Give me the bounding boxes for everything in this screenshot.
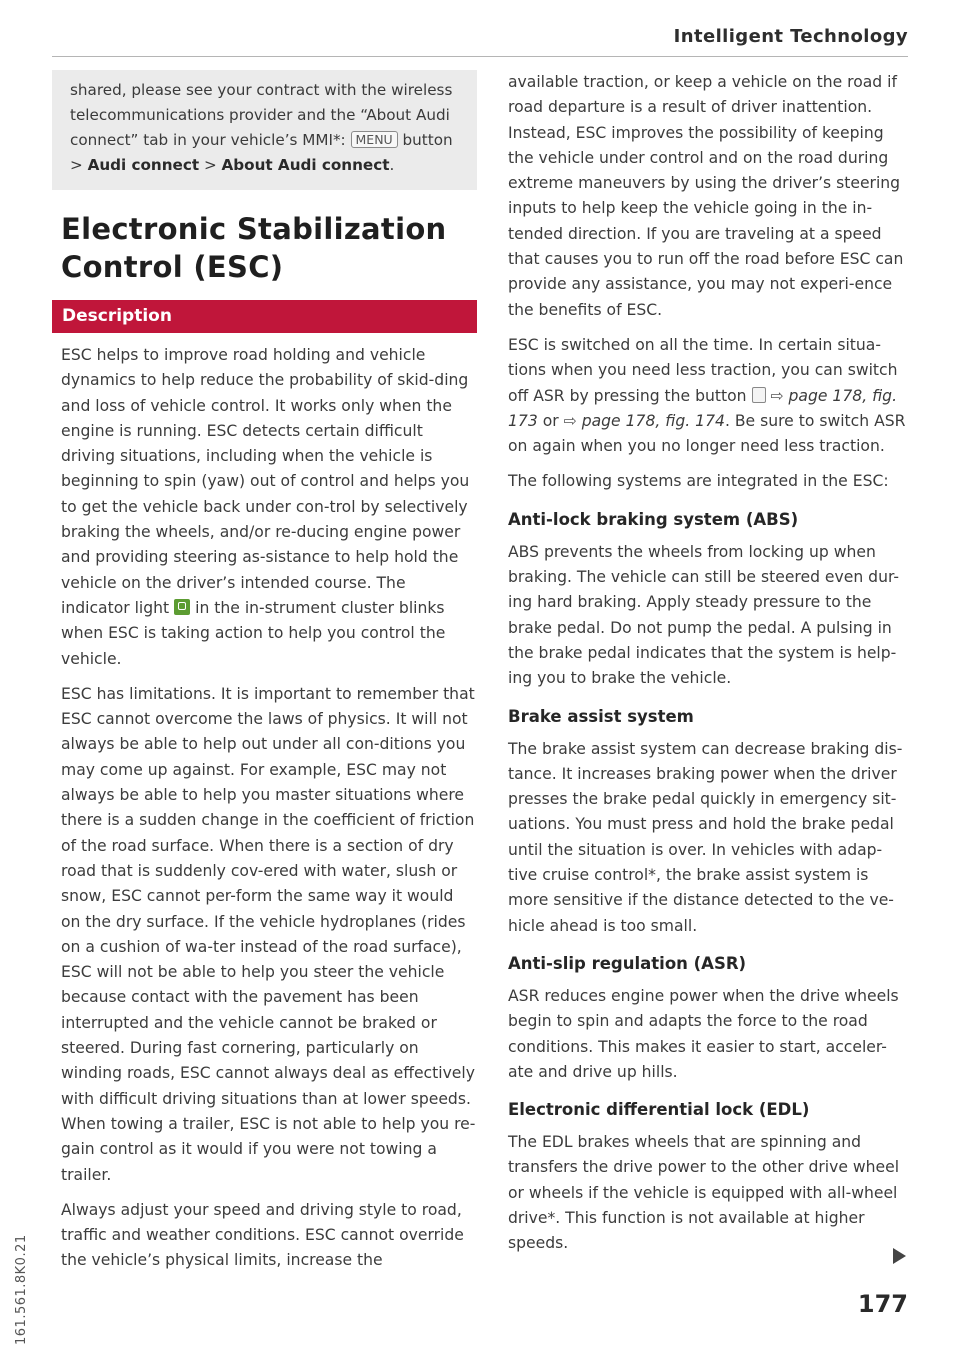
heading-edl: Electronic differential lock (EDL) <box>508 1100 810 1120</box>
paragraph-integrated-systems: The following systems are integrated in the ESC: <box>508 472 889 491</box>
heading-abs: Anti-lock braking system (ABS) <box>508 509 799 529</box>
menu-key-icon: MENU <box>351 131 398 148</box>
esc-indicator-light-icon <box>174 599 190 615</box>
note-text-button: button > <box>70 131 453 174</box>
arrow-icon: ⇨ <box>563 411 577 430</box>
page-reference-link[interactable]: page 178, fig. 173 <box>508 386 898 430</box>
paragraph-adjust-speed: Always adjust your speed and driving style to road, traffic and weather conditions. ESC cannot override the vehicle’s physical limits, increase the <box>61 1200 464 1270</box>
paragraph-abs: ABS prevents the wheels from locking up when braking. The vehicle can still be steered even dur-ing hard braking. Apply steady pressure to the brake pedal. Do not pump the pedal. A pulsing in the brake pedal indicates that the system is help-ing you to brake the vehicle. <box>508 542 900 688</box>
description-heading: Description <box>52 300 477 333</box>
paragraph-text: . Be sure to switch ASR on again when you no longer need less traction. <box>508 411 906 456</box>
paragraph-edl: The EDL brakes wheels that are spinning and transfers the drive power to the other drive wheel or wheels if the vehicle is equipped with all-wheel drive*. This function is not available at higher speeds. <box>508 1133 900 1253</box>
note-text: shared, please see your contract with the wireless telecommunications provider and the “About Audi connect” tab in your vehicle’s MMI*: <box>70 81 453 149</box>
heading-asr: Anti-slip regulation (ASR) <box>508 953 747 973</box>
page-number: 177 <box>857 1290 908 1318</box>
header-rule <box>52 56 908 57</box>
note-end: . <box>389 156 395 174</box>
paragraph-esc-switch <box>508 333 910 459</box>
section-title: Electronic Stabilization Control (ESC) <box>61 212 447 284</box>
note-about-audi-connect: About Audi connect <box>221 156 390 174</box>
paragraph-traction: available traction, or keep a vehicle on the road if road departure is a result of driver inattention. Instead, ESC improves the possibility of keeping the vehicle under control and on the road during extreme maneuvers by using the driver’s steering inputs to help keep the vehicle going in the in-tended direction. If you are traveling at a speed that causes you to run off the road before ESC can provide any assistance, you may not experi-ence the benefits of ESC. <box>508 73 904 319</box>
paragraph-esc-limitations: ESC has limitations. It is important to remember that ESC cannot overcome the laws of physics. It will not always be able to help out under all con-ditions you may come up against. For example, ESC may not always be able to help you master situations where there is a sudden change in the coefficient of friction of the road surface. When there is a section of dry road that is suddenly cov-ered with water, slush or snow, ESC cannot per-form the same way it would on the dry surface. If the vehicle hydroplanes (rides on a cushion of wa-ter instead of the road surface), ESC will not be able to help you steer the vehicle because contact with the pavement has been interrupted and the vehicle cannot be braked or steered. During fast cornering, particularly on winding roads, ESC cannot always deal as effectively with difficult driving situations than at lower speeds. When towing a trailer, ESC is not able to help you re-gain control as it would if you were not towing a trailer. <box>61 684 476 1184</box>
asr-button-icon <box>752 387 766 403</box>
paragraph-text: ESC is switched on all the time. In certain situa-tions when you need less traction, you can switch off ASR by pressing the button <box>508 335 898 405</box>
note-box <box>52 70 477 190</box>
arrow-icon: ⇨ <box>770 386 784 405</box>
document-code: 161.561.8K0.21 <box>14 1234 29 1345</box>
paragraph-asr: ASR reduces engine power when the drive wheels begin to spin and adapts the force to the road conditions. This makes it easier to start, acceler-ate and drive up hills. <box>508 986 899 1081</box>
right-column <box>508 70 910 1257</box>
paragraph-esc-intro <box>52 343 477 672</box>
note-audi-connect: Audi connect <box>87 156 200 174</box>
paragraph-text: or <box>542 411 559 430</box>
left-column <box>52 70 477 1274</box>
continue-arrow-icon <box>893 1248 906 1264</box>
paragraph-brake-assist: The brake assist system can decrease braking dis-tance. It increases braking power when the driver presses the brake pedal quickly in emergency sit-uations. You must press and hold the brake pedal until the situation is over. In vehicles with adap-tive cruise control*, the brake assist system is more sensitive if the distance detected to the ve-hicle ahead is too small. <box>508 739 903 935</box>
paragraph-text: in the in-strument cluster blinks when ESC is taking action to help you control the vehicle. <box>61 598 446 668</box>
page-reference-link[interactable]: page 178, fig. 174 <box>581 411 725 430</box>
running-header: Intelligent Technology <box>673 26 908 47</box>
heading-brake-assist: Brake assist system <box>508 706 694 726</box>
note-separator: > <box>203 156 217 174</box>
paragraph-text: ESC helps to improve road holding and vehicle dynamics to help reduce the probability of skid-ding and loss of vehicle control. It works only when the engine is running. ESC detects certain difficult driving situations, including when the vehicle is beginning to spin (yaw) out of control and helps you to get the vehicle back under con-trol by selectively braking the wheels, and/or re-ducing engine power and providing steering as-sistance to help hold the vehicle on the driver’s intended course. The indicator light <box>61 346 470 617</box>
